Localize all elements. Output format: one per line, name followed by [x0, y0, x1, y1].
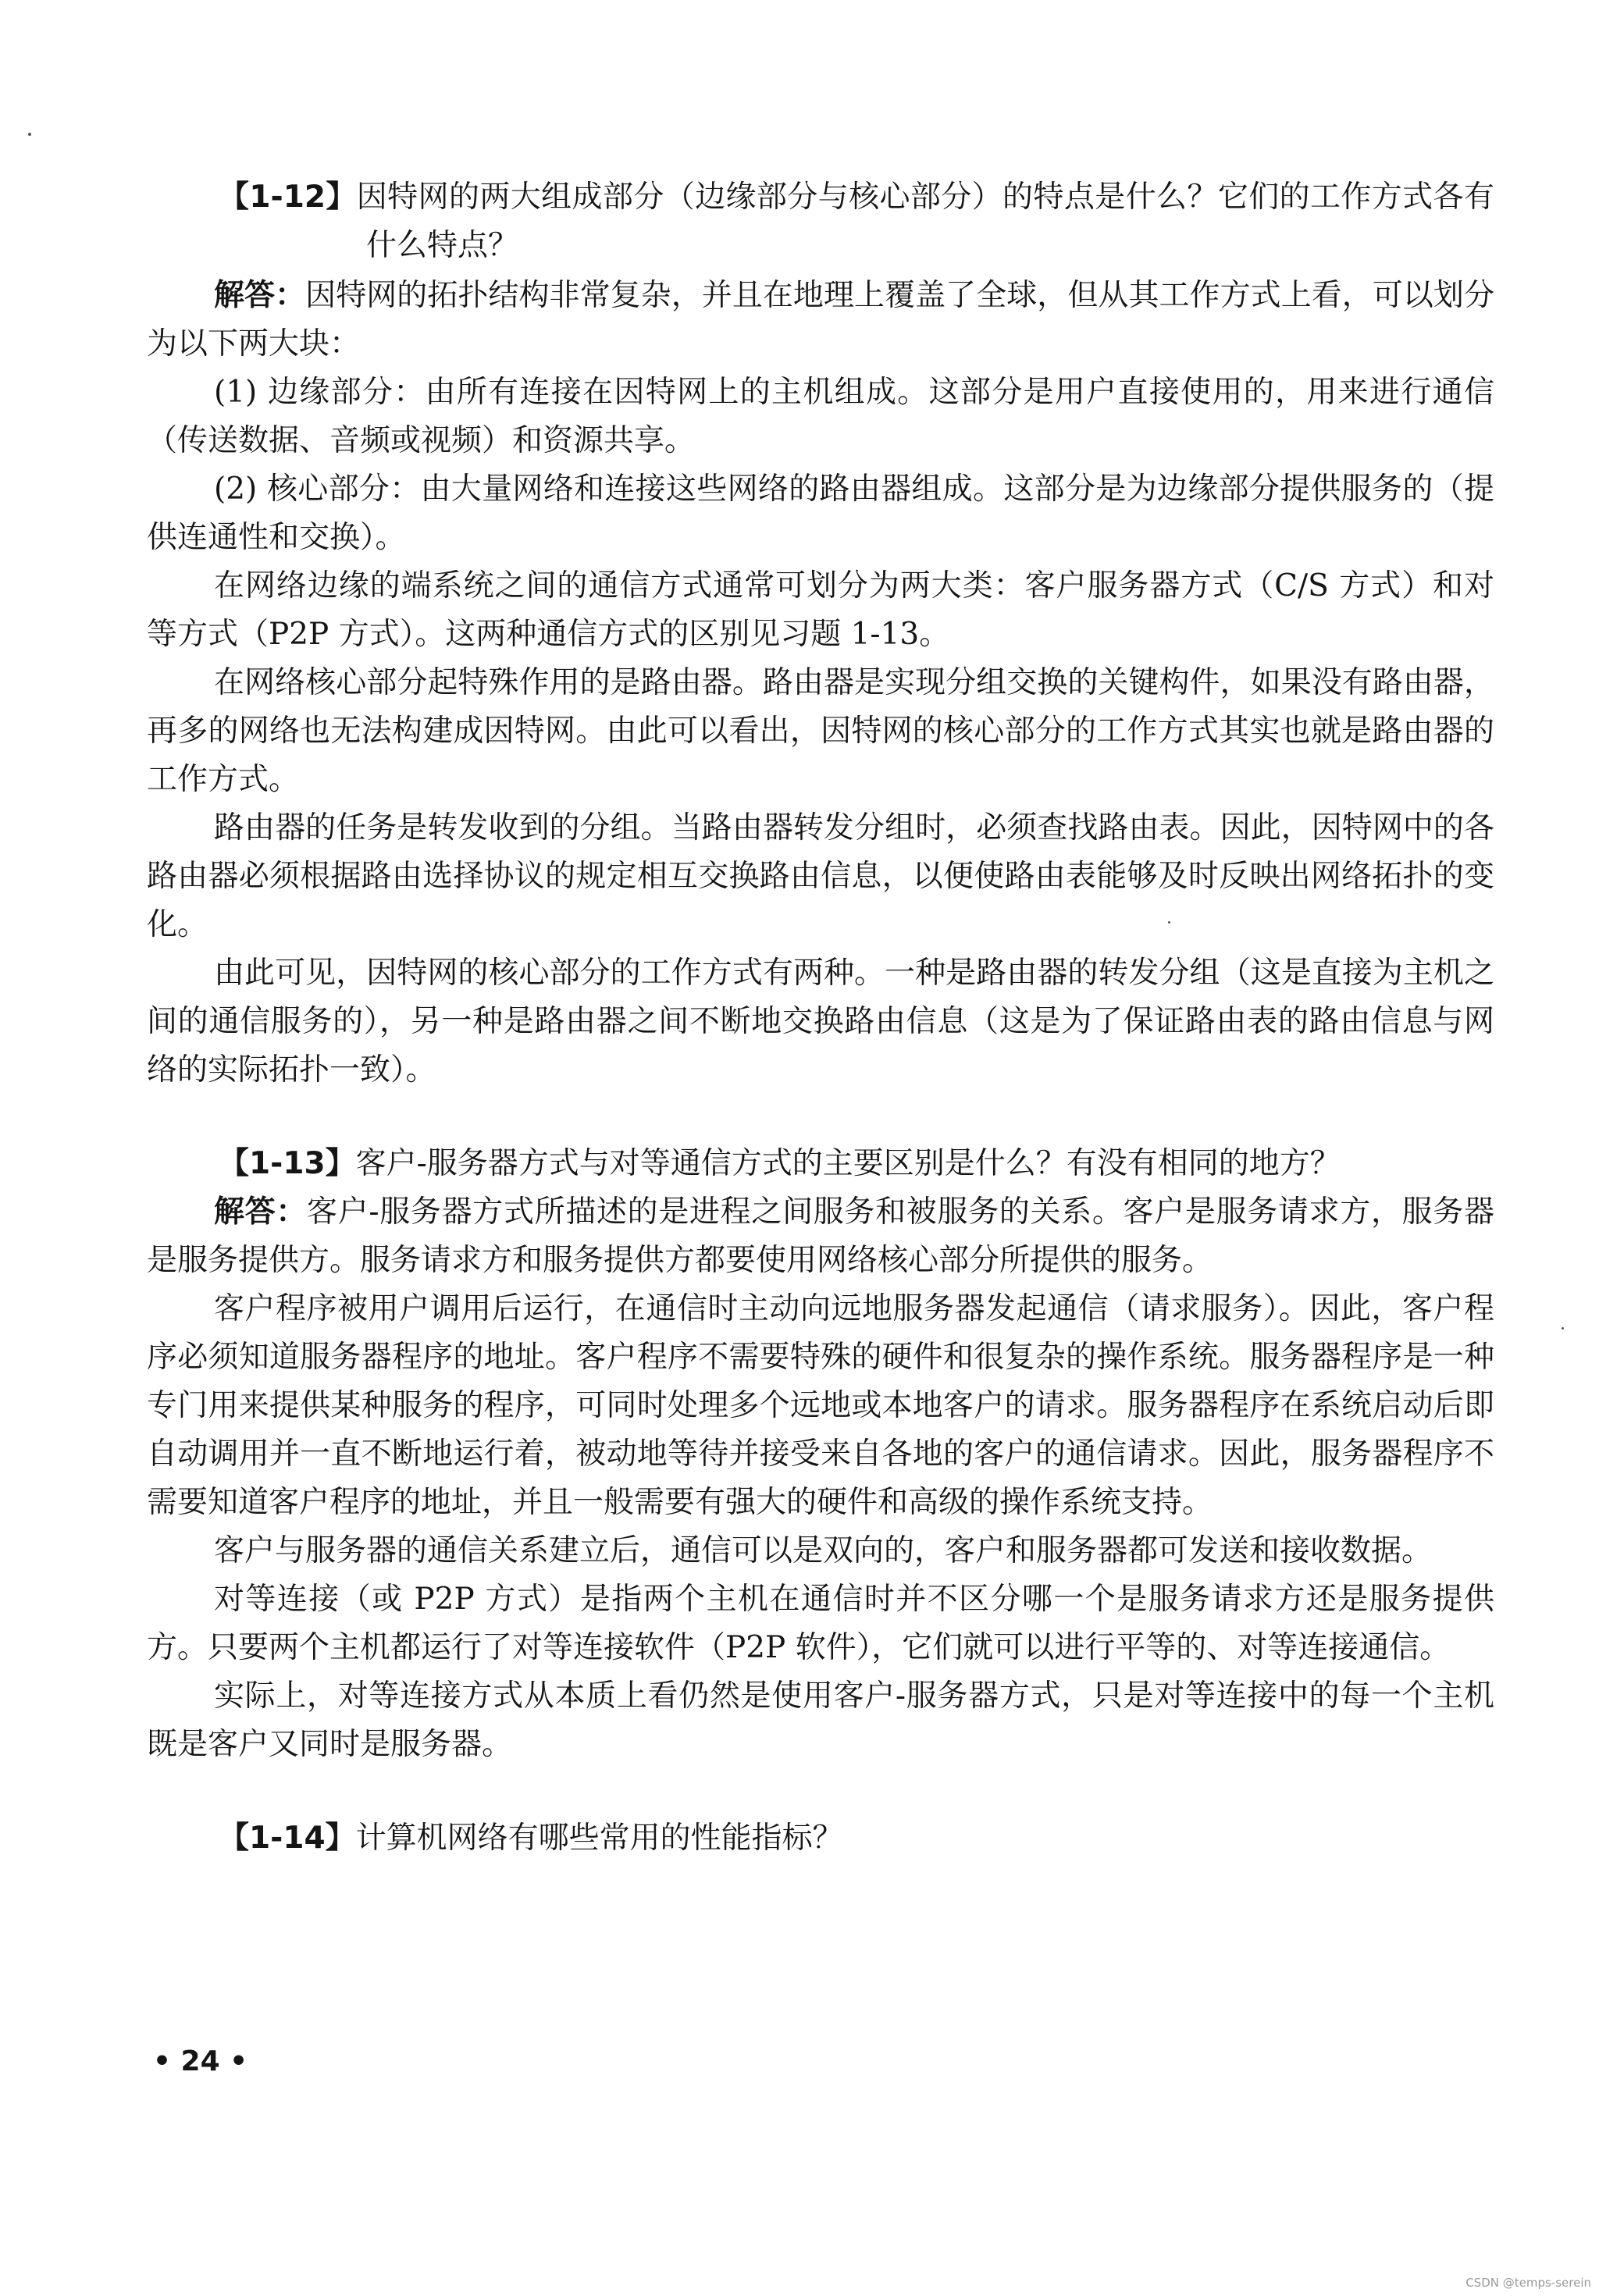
question-text: 计算机网络有哪些常用的性能指标？ — [355, 1821, 843, 1856]
answer-intro — [147, 272, 1494, 368]
answer-label: 解答： — [214, 1194, 308, 1230]
scan-speck — [1562, 1327, 1564, 1330]
paragraph: 在网络边缘的端系统之间的通信方式通常可划分为两大类：客户服务器方式（C/S 方式）和对等方式（P2P 方式）。这两种通信方式的区别见习题 1-13。 — [147, 568, 1494, 652]
question-1-12 — [147, 173, 1494, 270]
paragraph: 路由器的任务是转发收到的分组。当路由器转发分组时，必须查找路由表。因此，因特网中的各路由器必须根据路由选择协议的规定相互交换路由信息，以便使路由表能够及时反映出网络拓扑的变化。 — [147, 810, 1494, 942]
watermark: CSDN @temps-serein — [1465, 2276, 1591, 2290]
page-content — [147, 173, 1494, 1863]
question-1-13 — [147, 1140, 1494, 1188]
paragraph: 实际上，对等连接方式从本质上看仍然是使用客户-服务器方式，只是对等连接中的每一个主机既是客户又同时是服务器。 — [147, 1678, 1494, 1762]
answer-intro-text: 因特网的拓扑结构非常复杂，并且在地理上覆盖了全球，但从其工作方式上看，可以划分为以下两大块： — [147, 278, 1494, 361]
answer-intro-text: 客户-服务器方式所描述的是进程之间服务和被服务的关系。客户是服务请求方，服务器是服务提供方。服务请求方和服务提供方都要使用网络核心部分所提供的服务。 — [147, 1194, 1494, 1278]
scan-speck — [28, 133, 31, 136]
question-text: 客户-服务器方式与对等通信方式的主要区别是什么？有没有相同的地方？ — [355, 1146, 1341, 1181]
paragraph: (2) 核心部分：由大量网络和连接这些网络的路由器组成。这部分是为边缘部分提供服务的（提供连通性和交换）。 — [147, 472, 1494, 555]
question-tag: 【1-12】 — [219, 180, 357, 215]
paragraph: 客户与服务器的通信关系建立后，通信可以是双向的，客户和服务器都可发送和接收数据。 — [214, 1533, 1433, 1568]
paragraph: (1) 边缘部分：由所有连接在因特网上的主机组成。这部分是用户直接使用的，用来进行通信（传送数据、音频或视频）和资源共享。 — [147, 375, 1494, 458]
paragraph: 对等连接（或 P2P 方式）是指两个主机在通信时并不区分哪一个是服务请求方还是服务提供方。只要两个主机都运行了对等连接软件（P2P 软件），它们就可以进行平等的、对等连接通信。 — [147, 1582, 1494, 1665]
question-tag: 【1-14】 — [219, 1821, 356, 1856]
question-text: 因特网的两大组成部分（边缘部分与核心部分）的特点是什么？它们的工作方式各有什么特点？ — [356, 180, 1494, 263]
paragraph: 客户程序被用户调用后运行，在通信时主动向远地服务器发起通信（请求服务）。因此，客户程序必须知道服务器程序的地址。客户程序不需要特殊的硬件和很复杂的操作系统。服务器程序是一种专门用来提供某种服务的程序，可同时处理多个远地或本地客户的请求。服务器程序在系统启动后即自动调用并一直不断地运行着，被动地等待并接受来自各地的客户的通信请求。因此，服务器程序不需要知道客户程序的地址，并且一般需要有强大的硬件和高级的操作系统支持。 — [147, 1291, 1494, 1520]
paragraph: 由此可见，因特网的核心部分的工作方式有两种。一种是路由器的转发分组（这是直接为主机之间的通信服务的），另一种是路由器之间不断地交换路由信息（这是为了保证路由表的路由信息与网络的实际拓扑一致）。 — [147, 956, 1494, 1087]
paragraph: 在网络核心部分起特殊作用的是路由器。路由器是实现分组交换的关键构件，如果没有路由器，再多的网络也无法构建成因特网。由此可以看出，因特网的核心部分的工作方式其实也就是路由器的工作方式。 — [147, 665, 1494, 797]
answer-label: 解答： — [214, 278, 306, 313]
question-1-14 — [147, 1814, 1494, 1863]
page-number: • 24 • — [153, 2045, 248, 2077]
question-tag: 【1-13】 — [219, 1146, 356, 1181]
answer-intro — [147, 1188, 1494, 1285]
